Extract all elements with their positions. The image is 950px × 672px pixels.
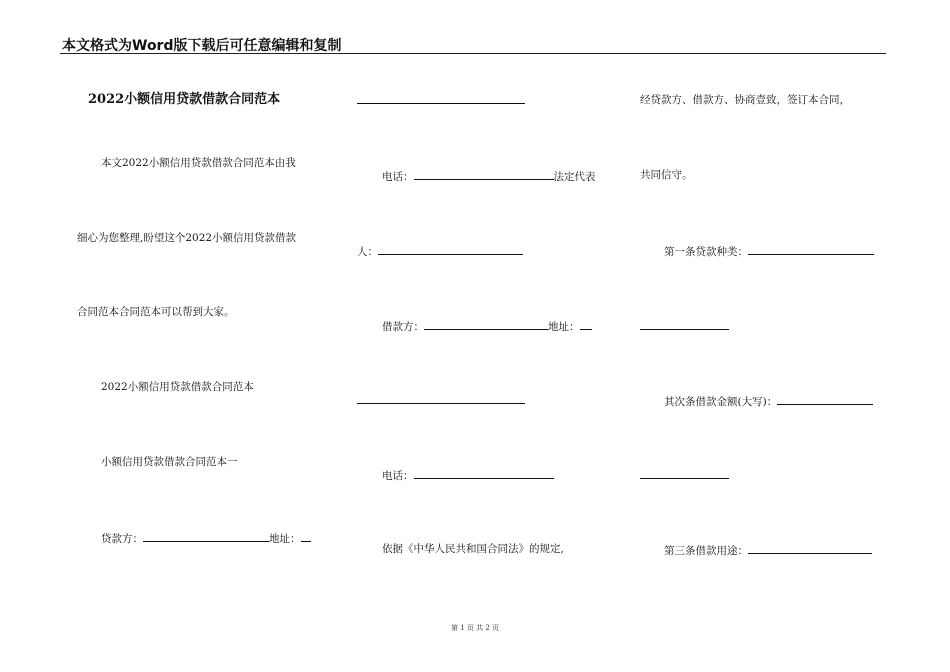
borrower-blank[interactable] [424, 318, 548, 330]
lender-label: 贷款方： [101, 533, 143, 545]
article-1-blank[interactable] [748, 243, 874, 255]
blank-line[interactable] [640, 329, 729, 330]
phone-row [382, 168, 596, 184]
phone-blank[interactable] [414, 168, 554, 180]
blank-line[interactable] [640, 478, 729, 479]
agreement-line-1: 经贷款方、借款方、协商壹致，签订本合同， [640, 94, 850, 106]
legal-rep-row [357, 243, 523, 259]
lender-address-label: 地址： [269, 533, 301, 545]
intro-line-3: 合同范本合同范本可以帮到大家。 [77, 306, 235, 318]
document-header-title: 本文格式为Word版下载后可任意编辑和复制 [62, 38, 342, 54]
legal-rep-blank[interactable] [378, 243, 523, 255]
article-3-row [664, 542, 872, 558]
contract-subtitle: 小额信用贷款借款合同范本一 [101, 456, 238, 468]
borrower-label: 借款方： [382, 321, 424, 333]
phone2-row [382, 467, 554, 483]
lender-blank[interactable] [143, 530, 269, 542]
page-number: 第 1 页 共 2 页 [450, 624, 500, 632]
legal-rep-person-label: 人： [357, 246, 378, 258]
article-2-label: 其次条借款金额(大写)： [664, 396, 778, 408]
phone2-blank[interactable] [414, 467, 554, 479]
intro-line-2: 细心为您整理,盼望这个2022小额信用贷款借款 [77, 232, 297, 244]
article-3-blank[interactable] [748, 542, 872, 554]
agreement-line-2: 共同信守。 [640, 169, 693, 181]
subtitle: 2022小额信用贷款借款合同范本 [101, 381, 254, 393]
phone2-label: 电话： [382, 470, 414, 482]
article-2-blank[interactable] [777, 393, 873, 405]
borrower-address-label: 地址： [548, 321, 580, 333]
legal-rep-label: 法定代表 [553, 171, 596, 183]
phone-label: 电话： [382, 171, 414, 183]
article-3-label: 第三条借款用途： [664, 545, 748, 557]
intro-line-1: 本文2022小额信用贷款借款合同范本由我 [101, 157, 296, 169]
borrower-row [382, 318, 592, 334]
header-divider [60, 53, 886, 54]
article-2-row [664, 393, 873, 409]
document-title: 2022小额信用贷款借款合同范本 [88, 92, 281, 107]
borrower-address-blank[interactable] [580, 318, 592, 330]
lender-address-blank[interactable] [301, 530, 311, 542]
article-1-row [664, 243, 874, 259]
legal-basis-text: 依据《中华人民共和国合同法》的规定, [382, 543, 564, 555]
lender-row [101, 530, 311, 546]
blank-line[interactable] [357, 403, 525, 404]
article-1-label: 第一条贷款种类： [664, 246, 748, 258]
blank-line[interactable] [357, 103, 525, 104]
